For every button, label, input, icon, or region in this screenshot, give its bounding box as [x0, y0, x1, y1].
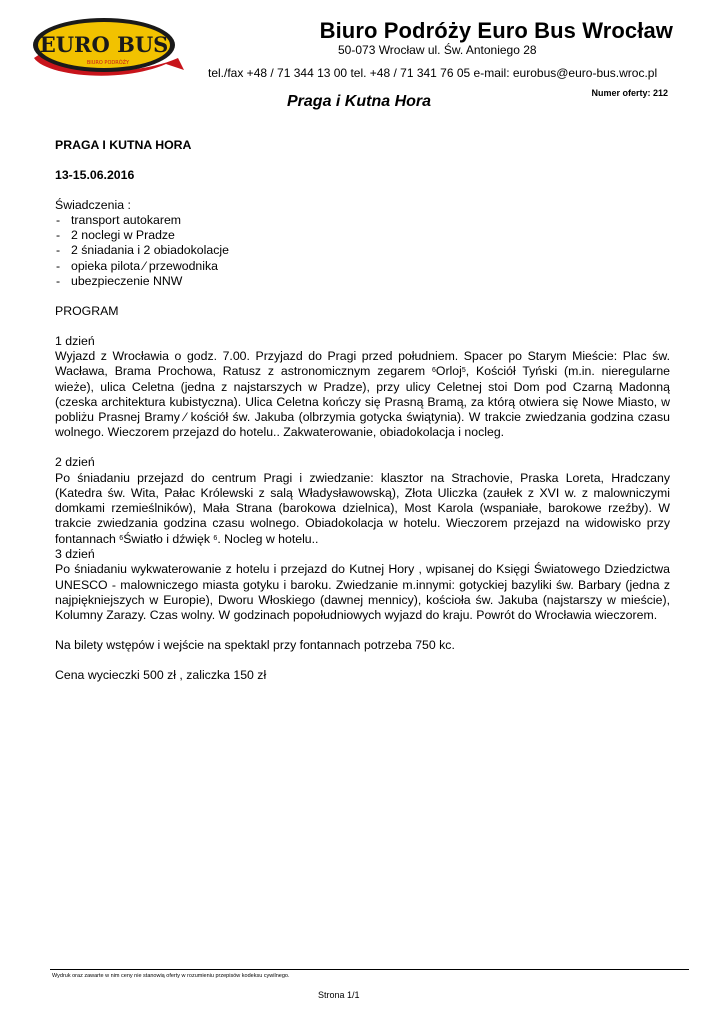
page-number: Strona 1/1: [318, 990, 360, 1000]
day3-label: 3 dzień: [55, 547, 95, 562]
offer-content: [55, 138, 670, 683]
offer-heading: PRAGA I KUTNA HORA: [55, 138, 192, 152]
services-list: [55, 213, 670, 289]
day2-description: Po śniadaniu przejazd do centrum Pragi i zwiedzanie: klasztor na Strachovie, Praska Loreta, Hradczany (Katedra św. Wita, Pałac Królewski z salą Władysławowską), Złota Uliczka (zaułek z XVI w. z malowniczymi domkami rzemieślników), Mała Strana (barokowa dzielnica), Most Karola (wspaniałe, barokowe rzeźby). W trakcie zwiedzania godzina czasu wolnego. Obiadokolacja w hotelu. Wieczorem przejazd na widowisko przy fontannach $^6$Światło i dźwięk $^6$. Nocleg w hotelu..: [55, 470, 670, 546]
service-item: - ubezpieczenie NNW: [55, 274, 670, 289]
footer-disclaimer: Wydruk oraz zawarte w nim ceny nie stanowią oferty w rozumieniu przepisów kodeksu cywilnego.: [52, 973, 290, 979]
day1-label: 1 dzień: [55, 333, 95, 348]
day2-label: 2 dzień: [55, 455, 95, 470]
company-contact: tel./fax +48 / 71 344 13 00 tel. +48 / 71 341 76 05 e-mail: eurobus@euro-bus.wroc.pl: [208, 66, 658, 80]
service-item: - transport autokarem: [55, 213, 670, 228]
company-name: Biuro Podróży Euro Bus Wrocław: [319, 18, 673, 43]
company-logo: [28, 14, 186, 84]
services-label: Świadczenia :: [55, 197, 131, 212]
service-item: - 2 noclegi w Pradze: [55, 228, 670, 243]
price-info: Cena wycieczki 500 zł , zaliczka 150 zł: [55, 667, 267, 682]
day3-description: Po śniadaniu wykwaterowanie z hotelu i przejazd do Kutnej Hory , wpisanej do Księgi Światowego Dziedzictwa UNESCO - malowniczego miasta gotyku i baroku. Zwiedzanie m.innymi: gotyckiej bazyliki św. Barbary (jedna z najpiękniejszych w Europie), Dworu Włoskiego (dawnej mennicy), kościoła św. Jakuba (najstarszy w mieście), Kolumny Zarazy. Czas wolny. W godzinach popołudniowych wyjazd do kraju. Powrót do Wrocławia wieczorem.: [55, 562, 670, 623]
service-item: - opieka pilota ⁄ przewodnika: [55, 259, 670, 274]
day1-description: Wyjazd z Wrocławia o godz. 7.00. Przyjazd do Pragi przed południem. Spacer po Starym Mieście: Plac św. Wacława, Brama Prochowa, Ratusz z astronomicznym zegarem $^6$Orloj$^5$, Kościół Tyński (m.in. nieregularne wieże), ulica Celetna (jedna z najstarszych w Pradze), przy ulicy Celetnej stoi Dom pod Czarną Madonną (czeska architektura kubistyczna). Ulica Celetna kończy się Prasną Bramą, za którą otwiera się Nowe Miasto, w pobliżu Prasnej Bramy ⁄ kościół św. Jakuba (olbrzymia gotycka świątynia). W trakcie zwiedzania godzina czasu wolnego. Wieczorem przejazd do hotelu.. Zakwaterowanie, obiadokolacja i nocleg.: [55, 348, 671, 440]
logo-text: EURO BUS: [39, 32, 169, 57]
footer-divider: [50, 969, 689, 970]
logo-subtext: BIURO PODRÓŻY: [86, 60, 130, 66]
company-address: 50-073 Wrocław ul. Św. Antoniego 28: [338, 43, 537, 57]
offer-number: Numer oferty: 212: [591, 88, 668, 98]
offer-title: Praga i Kutna Hora: [287, 93, 432, 110]
offer-dates: 13-15.06.2016: [55, 167, 135, 182]
program-label: PROGRAM: [55, 303, 119, 318]
tickets-note: Na bilety wstępów i wejście na spektakl przy fontannach potrzeba 750 kc.: [55, 638, 455, 653]
service-item: - 2 śniadania i 2 obiadokolacje: [55, 243, 670, 258]
